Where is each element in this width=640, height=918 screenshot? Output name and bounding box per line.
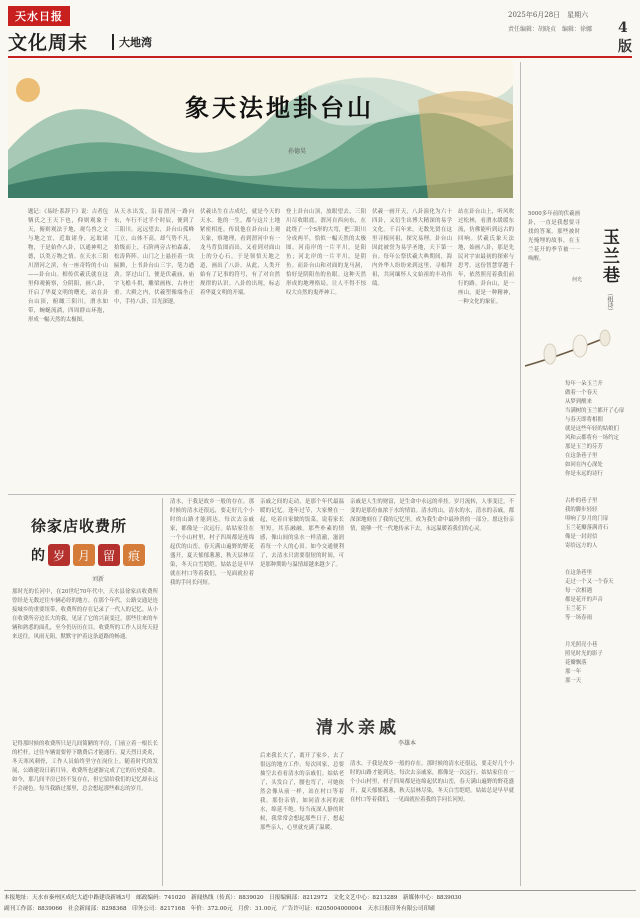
poem-body: [565, 380, 630, 686]
article2-byline: 刘新: [92, 576, 105, 583]
poem-line: 月光照亮小巷: [565, 642, 598, 648]
article1-col1: 题记：《易经·系辞下》说：古者包牺氏之王天下也，仰则观象于天，俯则观法于地，观鸟兽之文与地之宜，近取诸身，远取诸物，于是始作八卦，以通神明之德，以类万物之情。在天水三阳川渭河之滨，有一座奇特的小山——卦台山。相传伏羲氏就在这里仰观俯察，分阴阳，画八卦，开启了华夏文明的曙光。站在卦台山顶，俯瞰三阳川，渭水如带，蜿蜒流淌，四周群山环抱，形成一幅天然的太极图。: [28, 209, 108, 323]
magnolia-illustration: [520, 326, 632, 378]
poem-line: 照见时光的影子: [565, 651, 603, 657]
poem-line: [565, 623, 630, 632]
poem-line: 那是玉兰的芬芳: [565, 444, 603, 450]
poem-line: 寄给远方的人: [565, 543, 598, 549]
article3-col3: 后来我长大了，离开了家乡，去了很远的地方工作。每次回家，总要抽空去看看清水的亲戚们。姑姑老了，头发白了，腰也弯了，可她依然会像从前一样，站在村口等着我。那份亲情，如同清水河的流水，绵延不绝。每当夜深人静的时候，我常常会想起那些日子，想起那些亲人，心里就充满了温暖。: [260, 753, 344, 831]
footer-line-1: 本报地址：天水市秦州区成纪大道中路建设新城3号 邮政编码：741020 新闻热线（传真）：8839020 日报编辑部：8212972 文化文艺中心：8213289 新媒体中心：8839030: [4, 895, 462, 901]
article3-col5: 清水，于我是故乡一般的存在。那时候的清水还很远，要走好几个小时的山路才能到达。每次去亲戚家，都像是一次远行。姑姑家住在一个小山村里，村子四周都是连绵起伏的山峦，春天满山遍野的野花盛开，夏天郁郁葱葱，秋天层林尽染，冬天白雪皑皑。姑姑总是早早就在村口等着我们，一见面就拉着我的手问长问短。: [350, 761, 514, 803]
column-divider-left: [162, 498, 163, 886]
poem-line: 玉兰花瓣落满青石: [565, 525, 609, 531]
article2-subtitle: [31, 544, 145, 566]
date-line: 2025年6月28日 星期六: [508, 11, 589, 19]
article1-col6: 站在卦台山上，听风吹过松林，看渭水缓缓东流，仿佛能听到远古的回响。伏羲氏象天法地，始画八卦，那是先民对宇宙最初的探索与思考。这份智慧穿越千年，依然照亮着我们前行的路。卦台山，是一座山，更是一种精神，一种文化的象征。: [458, 209, 514, 305]
poem-line: 在这条巷里: [565, 570, 592, 576]
subtitle-char: 月: [73, 544, 95, 566]
article3-col2: 亲戚之间的走动，是那个年代最温暖的记忆。逢年过节，大家聚在一起，吃着自家做的饭菜，说着家长里短，其乐融融。那些朴素的情感，像山间的泉水一样清澈，滋润着每一个人的心田。如今交通便利了，去清水只需要很短的时间，可是那种期盼与温情却越来越少了。: [260, 499, 344, 568]
footer-line-2: 副刊工作部：8839066 社会新闻部：8298368 印务公司：8217168 年价：372.00元 月价：31.00元 广告许可证：6205004000004 天水日报印务有限公司印刷: [4, 906, 435, 912]
poem-line: 那一年: [565, 669, 582, 675]
poem-line: 等一场春雨: [565, 615, 592, 621]
article1-title: 象天法地卦台山: [185, 93, 374, 122]
article3-col1: 清水，于我是故乡一般的存在。那时候的清水还很远，要走好几个小时的山路才能到达。每次去亲戚家，都像是一次远行。姑姑家住在一个小山村里，村子四周都是连绵起伏的山峦，春天满山遍野的野花盛开，夏天郁郁葱葱，秋天层林尽染，冬天白雪皑皑。姑姑总是早早就在村口等着我们，一见面就拉着我的手问长问短。: [170, 499, 254, 586]
landscape-illustration: [8, 60, 513, 198]
poem-intro: 5000多年前的伏羲画卦，一直是我想要寻找的答案。那些被时光掩埋的故事，在玉兰花开的季节被一一唤醒。: [528, 211, 580, 262]
page-number: 4版: [618, 20, 632, 55]
poem-line: [565, 488, 630, 497]
poem-line: 从梦到醒来: [565, 399, 592, 405]
article3-title: 清水亲戚: [316, 718, 400, 738]
article2-title: 徐家店收费所: [31, 517, 128, 535]
poem-line: 与春天即将相拥: [565, 417, 603, 423]
poem-subtitle: （组诗）: [606, 290, 613, 314]
article1-col5: 伏羲一画开天，八卦演化为六十四卦，又衍生出博大精深的易学文化。千百年来，无数先贤在这里寻根问祖，探究易理。卦台山因此被誉为易学圣地，天下第一台。每年公祭伏羲大典期间，海内外华人纷纷来到这里，寻根拜祖，共同缅怀人文始祖的丰功伟绩。: [372, 209, 452, 287]
poem-line: [565, 560, 630, 569]
poem-line: 花瓣飘落: [565, 660, 587, 666]
article2-col2: 记得那时候的收费所只是几间简陋的平房，门前立着一根长长的栏杆，过往车辆需要停下缴费后才能通行。夏天烈日炎炎，冬天寒风刺骨，工作人员始终坚守在岗位上。随着时代的发展，公路建设日新月异，收费所也逐渐完成了它的历史使命。如今，那几间平房已经不复存在，但它留给我们的记忆却永远不会褪色。每当我路过那里，总会想起那些难忘的岁月。: [12, 741, 158, 792]
poem-line: 古朴的巷子里: [565, 498, 598, 504]
article1-byline: 孙德昊: [288, 148, 307, 155]
poem-line: 就是这些年轻的姑娘们: [565, 426, 619, 432]
article3-col4: 亲戚是人生的财富，是生命中永远的牵挂。岁月流转，人事变迁，不变的是那份血浓于水的情谊。清水的山，清水的水，清水的亲戚，都深深地刻在了我的记忆里，成为我生命中最珍贵的一部分。愿这份亲情，能够一代一代地传承下去，永远温暖着我们的心灵。: [350, 499, 514, 532]
subsection-label: 大地湾: [112, 34, 152, 50]
poem-line: [565, 632, 630, 641]
poem-line: 像是一封封信: [565, 534, 598, 540]
poem-line: 叩响了岁月的门扉: [565, 516, 609, 522]
article1-col4: 登上卦台山顶，放眼望去，三阳川尽收眼底。渭河自西向东，在此绕了一个S形的大弯，把三阳川分成两半，恰似一幅天然的太极图。河南岸的一片平川，是阳鱼；河北岸的一片平川，是阴鱼。而卦台山和对面的龙马洞，恰好是阴阳鱼的鱼眼。这种天然形成的地理格局，让人不得不惊叹大自然的鬼斧神工。: [286, 209, 366, 296]
poem-line: 玉兰花下: [565, 606, 587, 612]
newspaper-logo: 天水日报: [8, 6, 70, 26]
poem-line: 我的脚步轻轻: [565, 507, 598, 513]
poem-line: [565, 551, 630, 560]
poem-line: [565, 479, 630, 488]
poem-author: 何光: [572, 277, 583, 283]
footer-rule: [4, 890, 636, 891]
masthead-rule: [8, 56, 632, 58]
subtitle-char: 岁: [48, 544, 70, 566]
section-title: 文化周末: [8, 32, 89, 54]
poem-line: 风和云都将有一场约定: [565, 435, 619, 441]
poem-line: 在这条巷子里: [565, 453, 598, 459]
poem-line: 走过一个又一个春天: [565, 579, 614, 585]
poem-line: 那一天: [565, 678, 582, 684]
poem-line: 如同在内心深处: [565, 462, 603, 468]
column-divider-right: [520, 62, 521, 886]
subtitle-char: 痕: [123, 544, 145, 566]
poem-line: 每年一朵玉兰开: [565, 381, 603, 387]
poem-title: 玉兰巷: [599, 228, 619, 285]
article2-subtitle-prefix: 的: [31, 548, 45, 564]
poem-line: 当满树的玉兰都开了心扉: [565, 408, 625, 414]
section-divider: [8, 494, 516, 495]
poem-line: 每一次相遇: [565, 588, 592, 594]
poem-line: 做着一个春天: [565, 390, 598, 396]
article1-col2: 从天水出发，沿着渭河一路向东，车行不过半个时辰，便到了三阳川。远远望去，卦台山孤峰兀立，山体不高，却气势不凡。拾级而上，石阶两旁古柏森森，松涛阵阵。山门之上悬挂着一块匾额，上书卦台山三字，笔力遒劲。穿过山门，便是伏羲庙，庙宇飞檐斗拱，雕梁画栋，古朴庄重。大殿之内，伏羲塑像端坐正中，手持八卦，目光深邃。: [114, 209, 194, 305]
subtitle-char: 留: [98, 544, 120, 566]
poem-line: 都是花开的声音: [565, 597, 603, 603]
article3-byline: 李雄本: [398, 740, 417, 747]
editors-line: 责任编辑：胡晓贞 编辑：徐娜: [508, 26, 593, 33]
poem-line: 你是永远的诗行: [565, 471, 603, 477]
article1-col3: 伏羲出生在古成纪，就是今天的天水。他的一生，都与这片土地紧密相连。传说他在卦台山上观天象，察地理，看到渭河中有一龙马背负图而出，又看到对面山上的分心石，于是领悟天地之道，画出了八卦。从此，人类开始有了记事的符号，有了对自然规律的认识。八卦的出现，标志着华夏文明的开端。: [200, 209, 280, 296]
article2-col1: 那时光的长河中，在20世纪70年代中，天水县徐家店收费所曾经是无数过往车辆必经的地方。在那个年代，公路交通是连接城乡的重要纽带，收费所的存在记录了一代人的记忆。从小在收费所旁边长大的我，见证了它的兴衰变迁，那些往来的车辆和熟悉的面孔，至今仍历历在目。收费所的工作人员每天迎来送往，风雨无阻，默默守护着这条道路的畅通。: [12, 589, 158, 640]
